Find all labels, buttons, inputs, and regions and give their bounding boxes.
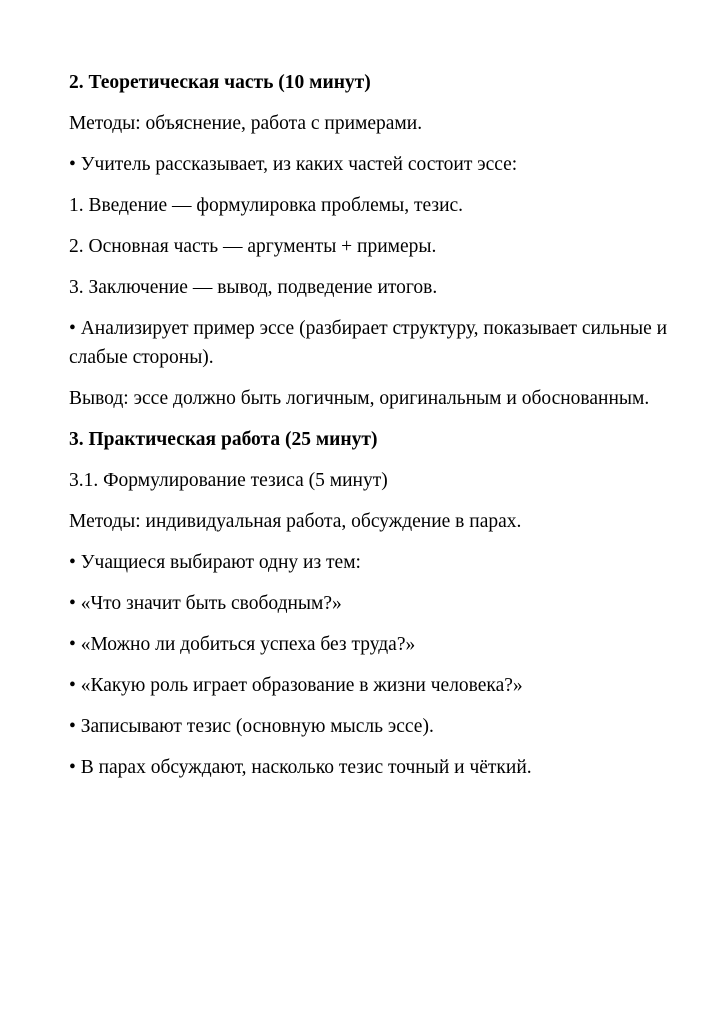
topic-freedom: • «Что значит быть свободным?» <box>69 593 342 614</box>
section-3-methods: Методы: индивидуальная работа, обсуждение в парах. <box>69 511 522 532</box>
bullet-write-thesis: • Записывают тезис (основную мысль эссе). <box>69 716 434 737</box>
section-2-heading: 2. Теоретическая часть (10 минут) <box>69 72 371 93</box>
section-3-subheading: 3.1. Формулирование тезиса (5 минут) <box>69 470 388 491</box>
essay-part-intro: 1. Введение — формулировка проблемы, тезис. <box>69 195 464 216</box>
topic-success: • «Можно ли добиться успеха без труда?» <box>69 634 416 655</box>
bullet-essay-parts: • Учитель рассказывает, из каких частей состоит эссе: <box>69 154 518 175</box>
document-page <box>69 68 669 794</box>
essay-part-conclusion: 3. Заключение — вывод, подведение итогов. <box>69 277 438 298</box>
section-2-methods: Методы: объяснение, работа с примерами. <box>69 113 423 134</box>
section-3-heading: 3. Практическая работа (25 минут) <box>69 429 378 450</box>
bullet-choose-topic: • Учащиеся выбирают одну из тем: <box>69 552 361 573</box>
bullet-analysis: • Анализирует пример эссе (разбирает структуру, показывает сильные и слабые стороны). <box>69 318 668 368</box>
essay-part-main: 2. Основная часть — аргументы + примеры. <box>69 236 437 257</box>
bullet-discuss-pairs: • В парах обсуждают, насколько тезис точный и чёткий. <box>69 757 532 778</box>
topic-education: • «Какую роль играет образование в жизни человека?» <box>69 675 523 696</box>
section-2-conclusion: Вывод: эссе должно быть логичным, оригинальным и обоснованным. <box>69 388 650 409</box>
